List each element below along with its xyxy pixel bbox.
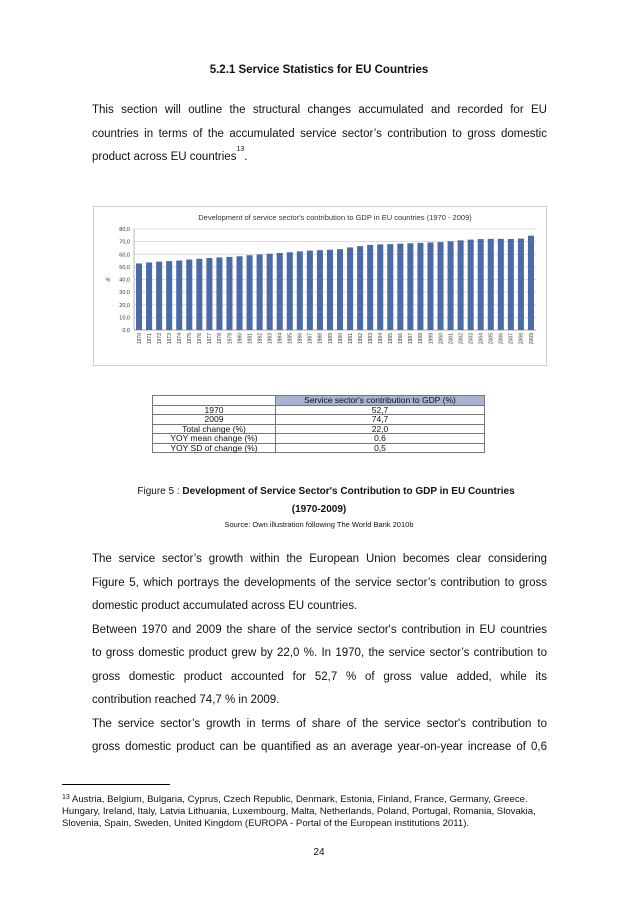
x-tick-label: 2001: [448, 333, 455, 345]
body-line: Between 1970 and 2009 the share of the service sector's contribution in EU countries: [92, 623, 547, 636]
caption-years: (1970-2009): [291, 504, 347, 515]
bar: [317, 250, 323, 330]
bar: [216, 257, 222, 330]
bar: [277, 253, 283, 330]
bar: [196, 259, 202, 330]
footnote-text: Austria, Belgium, Bulgaria, Cyprus, Czech Republic, Denmark, Estonia, Finland, France, Germany, Greece. Hungary, Ireland, Italy, Latvia Lithuania, Luxembourg, Malta, Netherlands, Poland, Portugal, Romania, Slovakia, Slovenia, Spain, Sweden, United Kingdom (EUROPA - Portal of the European institutions 2011).: [62, 794, 536, 829]
x-tick-label: 1998: [418, 333, 425, 345]
body-paragraph: [92, 548, 547, 760]
table-row-value: 22,0: [276, 424, 485, 434]
x-tick-label: 1970: [136, 333, 143, 345]
table-row-value: 0,5: [276, 443, 485, 453]
chart-title: Development of service sector's contribution to GDP in EU countries (1970 - 2009): [198, 213, 472, 222]
x-tick-label: 2004: [478, 333, 485, 345]
figure-caption: [0, 483, 638, 519]
x-tick-label: 1988: [317, 333, 324, 345]
bar: [458, 240, 464, 330]
intro-line-2: countries in terms of the accumulated service sector’s contribution to gross domestic: [92, 127, 547, 140]
bar-chart: [94, 207, 546, 365]
x-tick-label: 1978: [217, 333, 224, 345]
x-tick-label: 2002: [458, 333, 465, 345]
x-tick-label: 2000: [438, 333, 445, 345]
bar: [257, 255, 263, 330]
x-tick-label: 1994: [378, 333, 385, 345]
bar: [438, 242, 444, 330]
caption-title: Development of Service Sector's Contribution to GDP in EU Countries: [182, 486, 515, 497]
footnote-divider: [62, 784, 170, 785]
x-tick-label: 1992: [357, 333, 364, 345]
caption-line-2: [0, 501, 638, 519]
bar: [237, 256, 243, 330]
bar: [407, 243, 413, 330]
bar: [287, 252, 293, 330]
bar: [267, 254, 273, 330]
x-tick-label: 1983: [267, 333, 274, 345]
intro-line-3-end: .: [244, 151, 248, 163]
y-tick-label: 80,0: [119, 227, 130, 233]
x-tick-label: 1996: [398, 333, 405, 345]
x-tick-label: 1975: [187, 333, 194, 345]
x-tick-label: 1982: [257, 333, 264, 345]
bar: [247, 255, 253, 330]
table-row: [153, 443, 485, 453]
x-tick-label: 2008: [518, 333, 525, 345]
bar: [347, 247, 353, 330]
body-line: The service sector’s growth in terms of share of the service sector's contribution to: [92, 717, 547, 730]
x-tick-label: 1995: [388, 333, 395, 345]
y-tick-label: 70,0: [119, 239, 130, 246]
x-tick-label: 1974: [177, 333, 184, 345]
bar: [518, 239, 524, 330]
x-tick-label: 1977: [207, 333, 214, 345]
table-row-label: 1970: [153, 405, 276, 415]
summary-table: [152, 395, 485, 453]
x-tick-label: 1986: [297, 333, 304, 345]
body-line: gross domestic product can be quantified as an average year-on-year increase of 0,6: [92, 741, 547, 753]
table-row: [153, 434, 485, 444]
x-tick-label: 1981: [247, 333, 254, 345]
body-line: Figure 5, which portrays the developments of the service sector’s contribution to gross: [92, 576, 547, 589]
x-tick-label: 1987: [307, 333, 314, 345]
y-axis-label: %: [105, 277, 111, 284]
x-tick-label: 2009: [528, 333, 535, 345]
bar: [377, 244, 383, 330]
x-tick-label: 2005: [488, 333, 495, 345]
x-tick-label: 1985: [287, 333, 294, 345]
footnote: [62, 794, 562, 830]
bar: [478, 239, 484, 330]
x-tick-label: 1993: [367, 333, 374, 345]
x-tick-label: 1980: [237, 333, 244, 345]
caption-prefix: Figure 5 :: [137, 486, 183, 497]
chart-figure: [93, 206, 547, 366]
table-row-value: 0,6: [276, 434, 485, 444]
bar: [468, 240, 474, 330]
x-tick-label: 1989: [327, 333, 334, 345]
x-tick-label: 1973: [166, 333, 173, 345]
intro-line-3-text: product across EU countries: [92, 151, 237, 163]
bar: [186, 260, 192, 330]
x-tick-label: 1979: [227, 333, 234, 345]
bar: [206, 258, 212, 330]
y-tick-label: 0,0: [122, 328, 130, 334]
bar: [387, 244, 393, 330]
body-line: The service sector’s growth within the European Union becomes clear considering: [92, 553, 547, 565]
x-tick-label: 1997: [408, 333, 415, 345]
table-row: [153, 405, 485, 415]
x-tick-label: 2003: [468, 333, 475, 345]
table-row: [153, 415, 485, 425]
figure-source: Source: Own illustration following The World Bank 2010b: [224, 520, 414, 529]
x-tick-label: 1984: [277, 333, 284, 345]
bar: [166, 261, 172, 330]
x-tick-label: 2007: [508, 333, 515, 345]
x-tick-label: 1972: [156, 333, 163, 345]
bar: [297, 251, 303, 330]
x-tick-label: 1999: [428, 333, 435, 345]
x-tick-label: 1991: [347, 333, 354, 345]
table-header-row: [153, 396, 485, 406]
bar: [136, 263, 142, 330]
footnote-number: 13: [62, 794, 70, 801]
body-line: contribution reached 74,7 % in 2009.: [92, 694, 280, 706]
body-line: gross domestic product accounted for 52,7 % of gross value added, while its: [92, 670, 547, 683]
intro-line-3: [92, 146, 547, 170]
caption-line-1: [0, 483, 638, 501]
table-header: Service sector's contribution to GDP (%): [276, 396, 485, 406]
bar: [226, 257, 232, 330]
y-tick-label: 20,0: [119, 302, 130, 309]
bar: [337, 249, 343, 330]
bar: [327, 250, 333, 330]
bar: [307, 251, 313, 330]
bar: [176, 261, 182, 330]
bar: [367, 245, 373, 330]
x-tick-label: 1976: [197, 333, 204, 345]
page-number: 24: [313, 847, 325, 858]
bar: [488, 239, 494, 330]
y-tick-label: 30,0: [119, 290, 130, 297]
bar: [357, 246, 363, 330]
intro-paragraph: [92, 99, 547, 170]
table-row-value: 52,7: [276, 405, 485, 415]
bar: [448, 241, 454, 330]
bar: [427, 243, 433, 330]
y-tick-label: 60,0: [119, 252, 130, 259]
footnote-ref[interactable]: 13: [236, 146, 245, 153]
bar: [528, 236, 534, 330]
body-line: domestic product accumulated across EU countries.: [92, 600, 358, 612]
body-line: to gross domestic product grew by 22,0 %. In 1970, the service sector’s contribution to: [92, 647, 547, 659]
x-tick-label: 1971: [146, 333, 153, 345]
intro-line-1: This section will outline the structural changes accumulated and recorded for EU: [92, 104, 547, 116]
table-row-value: 74,7: [276, 415, 485, 425]
table-header-empty: [153, 396, 276, 406]
x-tick-label: 1990: [337, 333, 344, 345]
table-row-label: YOY mean change (%): [153, 434, 276, 444]
bar: [417, 243, 423, 330]
y-tick-label: 10,0: [119, 315, 130, 322]
table-row-label: 2009: [153, 415, 276, 425]
bar: [508, 239, 514, 330]
bar: [397, 244, 403, 330]
section-heading: 5.2.1 Service Statistics for EU Countries: [209, 64, 429, 76]
y-tick-label: 40,0: [119, 277, 130, 284]
bar: [498, 239, 504, 330]
y-tick-label: 50,0: [119, 264, 130, 271]
x-tick-label: 2006: [498, 333, 505, 345]
table-row-label: YOY SD of change (%): [153, 443, 276, 453]
bar: [156, 262, 162, 330]
bar: [146, 262, 152, 330]
table-row-label: Total change (%): [153, 424, 276, 434]
